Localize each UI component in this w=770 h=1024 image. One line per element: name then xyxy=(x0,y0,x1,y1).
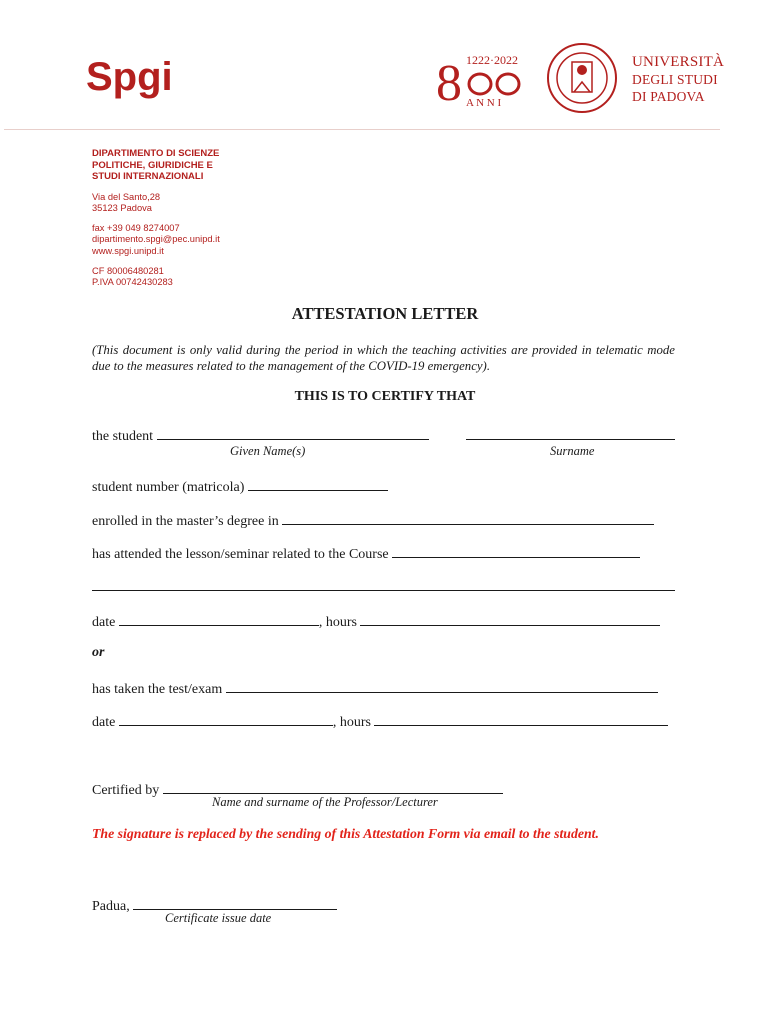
department-name-line: DIPARTIMENTO DI SCIENZE xyxy=(92,148,220,159)
university-name-line: UNIVERSITÀ xyxy=(632,54,724,70)
department-name-line: STUDI INTERNAZIONALI xyxy=(92,171,204,182)
date-label: date xyxy=(92,715,116,730)
test-date-field[interactable] xyxy=(119,711,333,726)
hours-label: , hours xyxy=(332,715,371,730)
website-line: www.spgi.unipd.it xyxy=(92,245,164,256)
signature-note: The signature is replaced by the sending of this Attestation Form via email to the student. xyxy=(92,826,599,841)
student-number-field[interactable] xyxy=(248,476,388,491)
department-name-line: POLITICHE, GIURIDICHE E xyxy=(92,159,213,171)
student-number-row xyxy=(92,476,388,496)
enrolled-label: enrolled in the master’s degree in xyxy=(92,514,279,529)
anniversary-800-logo xyxy=(436,50,532,110)
attended-row xyxy=(92,543,640,563)
anniversary-years: 1222·2022 xyxy=(466,53,518,67)
certify-heading: THIS IS TO CERTIFY THAT xyxy=(294,389,476,404)
test-date-row xyxy=(92,711,668,731)
course-field[interactable] xyxy=(392,543,640,558)
lesson-hours-field[interactable] xyxy=(360,611,660,626)
address-block xyxy=(92,192,220,215)
given-names-hint: Given Name(s) xyxy=(230,444,306,458)
enrolled-row xyxy=(92,510,654,530)
date-label: date xyxy=(92,615,116,630)
university-name-line: DEGLI STUDI xyxy=(632,72,718,87)
surname-row xyxy=(466,425,675,445)
certified-by-hint: Name and surname of the Professor/Lecturer xyxy=(212,795,438,809)
lesson-date-row xyxy=(92,611,660,631)
course-continuation-field[interactable] xyxy=(92,576,675,591)
header-divider xyxy=(4,129,720,130)
student-label: the student xyxy=(92,429,154,444)
certified-by-label: Certified by xyxy=(92,783,160,798)
hours-label: , hours xyxy=(318,615,357,630)
department-block xyxy=(92,148,220,289)
tax-block xyxy=(92,266,220,289)
tax-code-line: CF 80006480281 xyxy=(92,265,164,276)
or-separator: or xyxy=(92,645,105,660)
email-line: dipartimento.spgi@pec.unipd.it xyxy=(92,234,220,245)
spgi-logo-text: Spgi xyxy=(86,55,173,99)
vat-line: P.IVA 00742430283 xyxy=(92,277,173,288)
address-line: 35123 Padova xyxy=(92,202,152,213)
student-number-label: student number (matricola) xyxy=(92,480,245,495)
contact-block xyxy=(92,223,220,257)
university-seal-icon xyxy=(540,42,624,114)
svg-text:8: 8 xyxy=(436,55,462,110)
fax-line: fax +39 049 8274007 xyxy=(92,223,180,234)
test-row xyxy=(92,678,658,698)
test-hours-field[interactable] xyxy=(374,711,668,726)
validity-notice: (This document is only valid during the period in which the teaching activities are provided in telematic mode due to the measures related to the management of the COVID-19 emergency). xyxy=(92,343,675,373)
attended-label: has attended the lesson/seminar related to the Course xyxy=(92,547,389,562)
degree-field[interactable] xyxy=(282,510,654,525)
test-field[interactable] xyxy=(226,678,658,693)
given-names-field[interactable] xyxy=(157,425,429,440)
surname-field[interactable] xyxy=(466,425,675,440)
issue-date-hint: Certificate issue date xyxy=(165,911,272,925)
lesson-date-field[interactable] xyxy=(119,611,319,626)
address-line: Via del Santo,28 xyxy=(92,191,161,202)
professor-name-field[interactable] xyxy=(163,779,503,794)
university-name-line: DI PADOVA xyxy=(632,89,705,104)
spgi-logo xyxy=(86,52,202,108)
test-label: has taken the test/exam xyxy=(92,682,223,697)
issue-date-field[interactable] xyxy=(133,895,337,910)
anniversary-anni: A N N I xyxy=(466,97,502,109)
surname-hint: Surname xyxy=(550,444,595,458)
padua-label: Padua, xyxy=(92,899,130,914)
university-name xyxy=(632,54,724,105)
document-title: ATTESTATION LETTER xyxy=(291,304,479,323)
student-row xyxy=(92,425,429,445)
